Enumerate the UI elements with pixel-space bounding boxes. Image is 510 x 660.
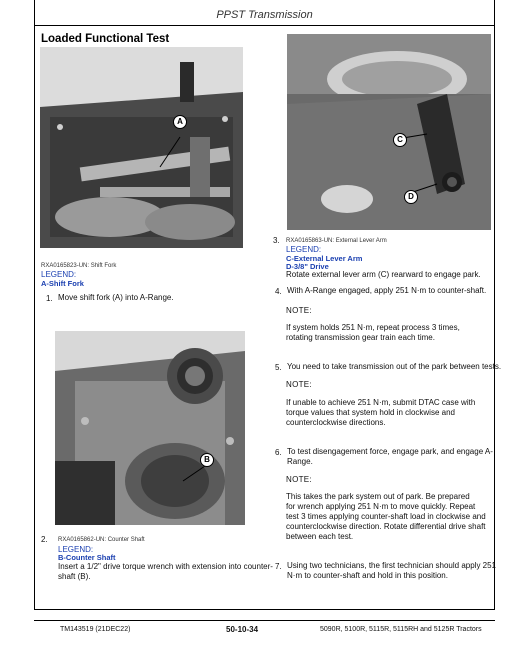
callout-c: C <box>393 133 407 147</box>
footer-doc-id: TM143519 (21DEC22) <box>60 626 131 633</box>
note-2-line1: If unable to achieve 251 N·m, submit DTAC case with <box>286 398 476 407</box>
callout-a: A <box>173 115 187 129</box>
step-5-text: You need to take transmission out of the park between tests. <box>287 362 502 371</box>
legend-heading-counter-shaft: LEGEND: <box>58 545 94 554</box>
footer-rule <box>34 620 495 621</box>
photo-shift-fork <box>40 47 243 248</box>
step-7-line2: N·m to counter-shaft and hold in this position. <box>287 571 448 580</box>
callout-d: D <box>404 190 418 204</box>
step-4-text: With A-Range engaged, apply 251 N·m to counter-shaft. <box>287 286 487 295</box>
note-3-line4: counterclockwise direction. Rotate differential drive shaft <box>286 522 486 531</box>
note-3-line2: for wrench applying 251 N·m to move quickly. Repeat <box>286 502 476 511</box>
legend-item-external-lever-arm: C-External Lever Arm <box>286 254 363 263</box>
note-1-label: NOTE: <box>286 306 312 315</box>
legend-item-shift-fork: A-Shift Fork <box>41 279 84 288</box>
figure-caption-external-lever-arm: RXA0165863-UN: External Lever Arm <box>286 238 387 244</box>
counter-shaft-image <box>55 331 245 525</box>
step-6-line1: To test disengagement force, engage park, and engage A- <box>287 447 493 456</box>
step-2-line1: Insert a 1/2" drive torque wrench with extension into counter- <box>58 562 273 571</box>
external-lever-arm-image <box>287 34 491 230</box>
step-7-line1: Using two technicians, the first technician should apply 251 <box>287 561 497 570</box>
note-1-line1: If system holds 251 N·m, repeat process 3 times, <box>286 323 460 332</box>
section-title: Loaded Functional Test <box>41 33 170 45</box>
photo-external-lever-arm <box>287 34 491 230</box>
step-4-number: 4. <box>275 287 282 296</box>
note-2-label: NOTE: <box>286 380 312 389</box>
footer-page-number: 50-10-34 <box>226 625 259 634</box>
step-6-line2: Range. <box>287 457 313 466</box>
footer-models: 5090R, 5100R, 5115R, 5115RH and 5125R Tractors <box>320 626 482 633</box>
callout-b: B <box>200 453 214 467</box>
figure-caption-counter-shaft: RXA0165862-UN: Counter Shaft <box>58 537 145 543</box>
note-2-line3: counterclockwise directions. <box>286 418 386 427</box>
note-3-line5: between each test. <box>286 532 354 541</box>
legend-heading-external-lever-arm: LEGEND: <box>286 245 322 254</box>
photo-counter-shaft <box>55 331 245 525</box>
legend-item-counter-shaft: B-Counter Shaft <box>58 553 116 562</box>
note-3-line1: This takes the park system out of park. Be prepared <box>286 492 470 501</box>
legend-heading-shift-fork: LEGEND: <box>41 270 77 279</box>
step-3-text: Rotate external lever arm (C) rearward to engage park. <box>286 270 481 279</box>
note-1-line2: rotating transmission gear train each time. <box>286 333 435 342</box>
note-3-line3: test 3 times applying counter-shaft load in clockwise and <box>286 512 486 521</box>
figure-caption-shift-fork: RXA0165823-UN: Shift Fork <box>41 263 117 269</box>
shift-fork-image <box>40 47 243 248</box>
figure-2-number: 2. <box>41 535 48 544</box>
legend-item-3-8-drive: D-3/8" Drive <box>286 262 329 271</box>
header-title: PPST Transmission <box>216 9 313 21</box>
step-7-number: 7. <box>275 562 282 571</box>
note-3-label: NOTE: <box>286 475 312 484</box>
note-2-line2: torque values that system hold in clockwise and <box>286 408 455 417</box>
header-frame <box>34 0 495 26</box>
step-6-number: 6. <box>275 448 282 457</box>
step-5-number: 5. <box>275 363 282 372</box>
step-2-line2: shaft (B). <box>58 572 91 581</box>
step-1-text: Move shift fork (A) into A-Range. <box>58 293 174 302</box>
step-1-number: 1. <box>46 294 53 303</box>
figure-3-number: 3. <box>273 236 280 245</box>
